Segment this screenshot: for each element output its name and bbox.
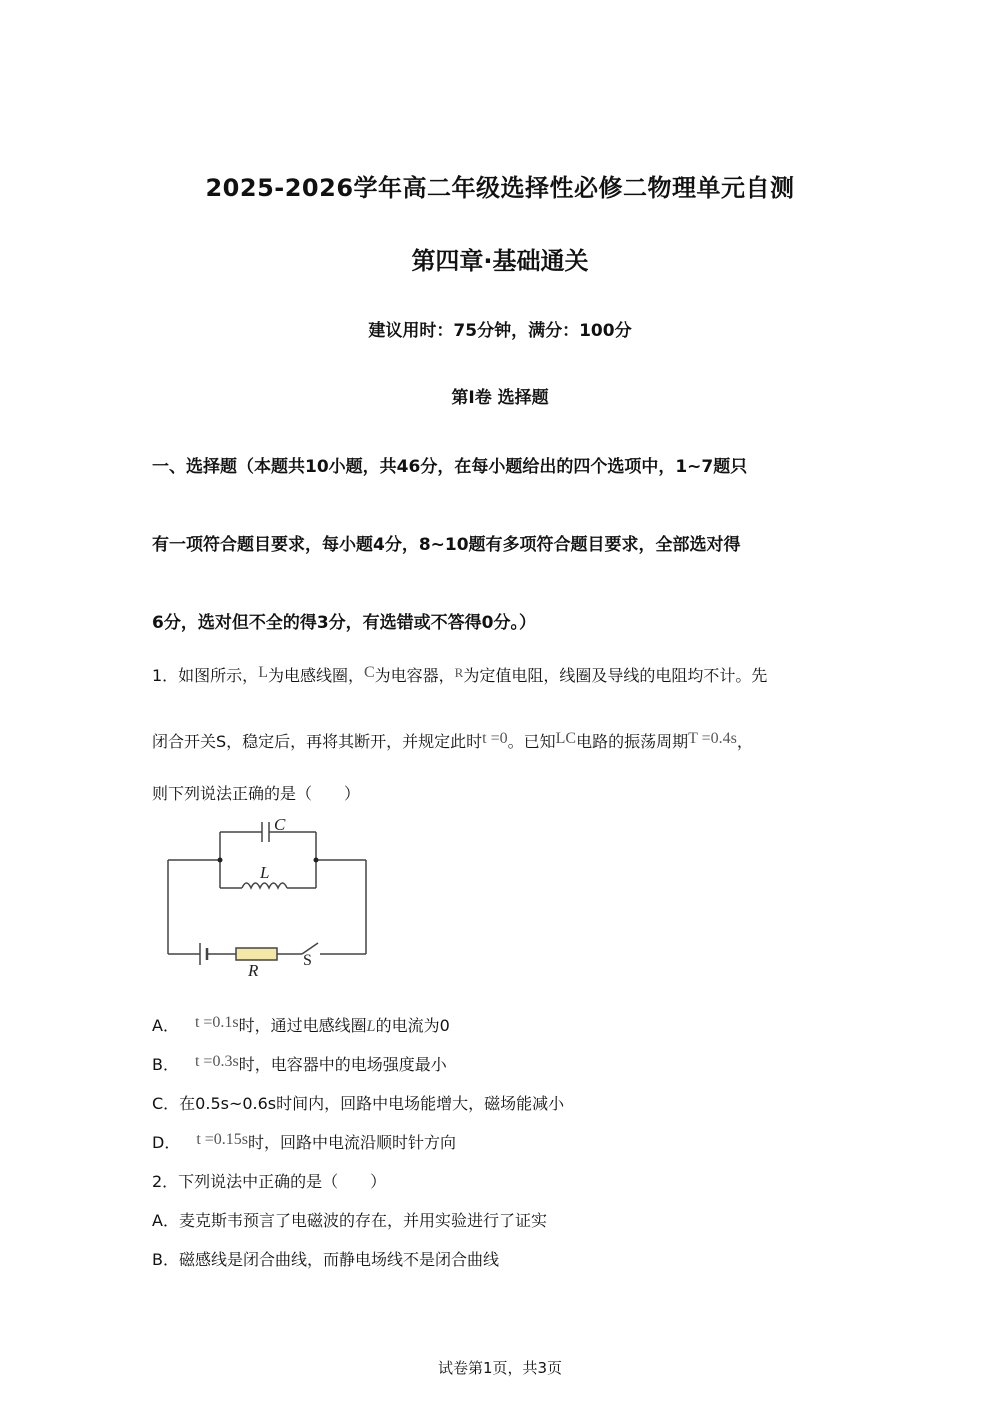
label-l: L (260, 863, 270, 882)
question-1-stem-line-3: 则下列说法正确的是（ ） (152, 784, 361, 803)
question-1-option-b: B． t =0.3s时，电容器中的电场强度最小 (152, 1053, 447, 1074)
exam-title: 2025-2026学年高二年级选择性必修二物理单元自测 (205, 174, 795, 202)
time-score-info: 建议用时：75分钟，满分：100分 (368, 321, 632, 341)
question-1-option-d: D． t =0.15s时，回路中电流沿顺时针方向 (152, 1131, 457, 1152)
label-r: R (248, 961, 259, 980)
page-footer: 试卷第1页，共3页 (437, 1359, 563, 1377)
label-c: C (274, 815, 286, 834)
section-instructions-line-2: 有一项符合题目要求，每小题4分，8~10题有多项符合题目要求，全部选对得 (152, 535, 741, 555)
question-1-option-a: A． t =0.1s时，通过电感线圈L的电流为0 (152, 1014, 450, 1035)
section-instructions-line-1: 一、选择题（本题共10小题，共46分，在每小题给出的四个选项中，1~7题只 (152, 457, 748, 477)
inductor-coil (242, 883, 287, 888)
question-2-option-b: B．磁感线是闭合曲线，而静电场线不是闭合曲线 (152, 1250, 499, 1269)
chapter-subtitle: 第四章·基础通关 (411, 247, 589, 275)
label-s: S (303, 952, 312, 969)
part-heading: 第Ⅰ卷 选择题 (451, 388, 549, 408)
lc-circuit-diagram (160, 810, 380, 990)
question-1-stem-line-1: 1．如图所示，L为电感线圈，C为电容器，$^R$为定值电阻，线圈及导线的电阻均不计。先 (152, 664, 768, 685)
question-1-option-c: C．在0.5s~0.6s时间内，回路中电场能增大，磁场能减小 (152, 1094, 565, 1113)
junction-left (218, 858, 223, 863)
question-2-stem: 2．下列说法中正确的是（ ） (152, 1172, 387, 1191)
junction-right (314, 858, 319, 863)
resistor (236, 948, 277, 960)
question-2-option-a: A．麦克斯韦预言了电磁波的存在，并用实验进行了证实 (152, 1211, 547, 1230)
question-1-stem-line-2: 闭合开关S，稳定后，再将其断开，并规定此时t =0。已知LC电路的振荡周期T =0.4s， (152, 730, 753, 751)
section-instructions-line-3: 6分，选对但不全的得3分，有选错或不答得0分。） (152, 613, 536, 633)
